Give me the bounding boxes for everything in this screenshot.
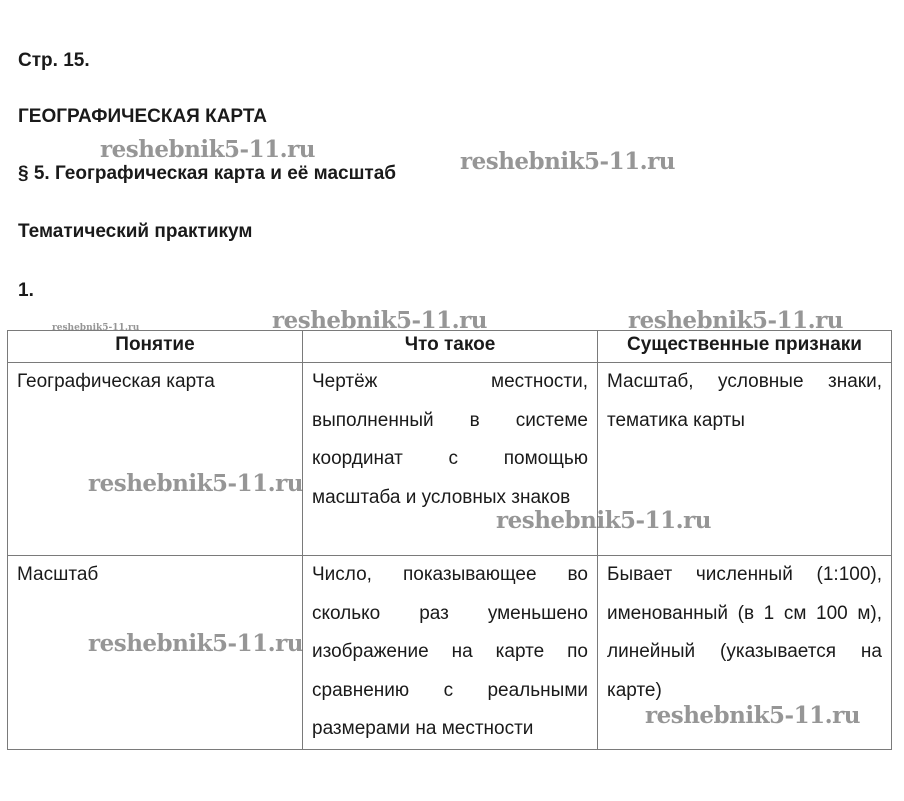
watermark-small: reshebnik5-11.ru xyxy=(52,323,140,333)
watermark: reshebnik5-11.ru xyxy=(645,702,860,729)
table-header-row xyxy=(8,331,892,363)
column-header-definition: Что такое xyxy=(303,331,598,363)
column-header-concept: Понятие xyxy=(8,331,303,363)
watermark: reshebnik5-11.ru xyxy=(100,136,315,163)
concepts-table xyxy=(7,330,892,750)
task-number: 1. xyxy=(18,280,34,301)
cell-concept: Географическая карта xyxy=(8,363,303,556)
watermark: reshebnik5-11.ru xyxy=(272,307,487,334)
table-row xyxy=(8,556,892,750)
watermark: reshebnik5-11.ru xyxy=(460,148,675,175)
page-number: Стр. 15. xyxy=(18,50,90,71)
column-header-features: Существенные признаки xyxy=(598,331,892,363)
cell-definition: Чертёж местности, выполненный в системе координат с помощью масштаба и условных знаков xyxy=(303,363,598,556)
cell-features: Масштаб, условные знаки, тематика карты xyxy=(598,363,892,556)
watermark: reshebnik5-11.ru xyxy=(88,630,303,657)
watermark: reshebnik5-11.ru xyxy=(496,507,711,534)
practicum-heading: Тематический практикум xyxy=(18,221,253,242)
table-row xyxy=(8,363,892,556)
cell-features: Бывает численный (1:100), именованный (в 1 см 100 м), линейный (указывается на карте) xyxy=(598,556,892,750)
watermark: reshebnik5-11.ru xyxy=(628,307,843,334)
chapter-title: ГЕОГРАФИЧЕСКАЯ КАРТА xyxy=(18,106,267,127)
cell-concept: Масштаб xyxy=(8,556,303,750)
section-title: § 5. Географическая карта и её масштаб xyxy=(18,163,397,184)
cell-definition: Число, показывающее во сколько раз уменьшено изображение на карте по сравнению с реальными размерами на местности xyxy=(303,556,598,750)
watermark: reshebnik5-11.ru xyxy=(88,470,303,497)
